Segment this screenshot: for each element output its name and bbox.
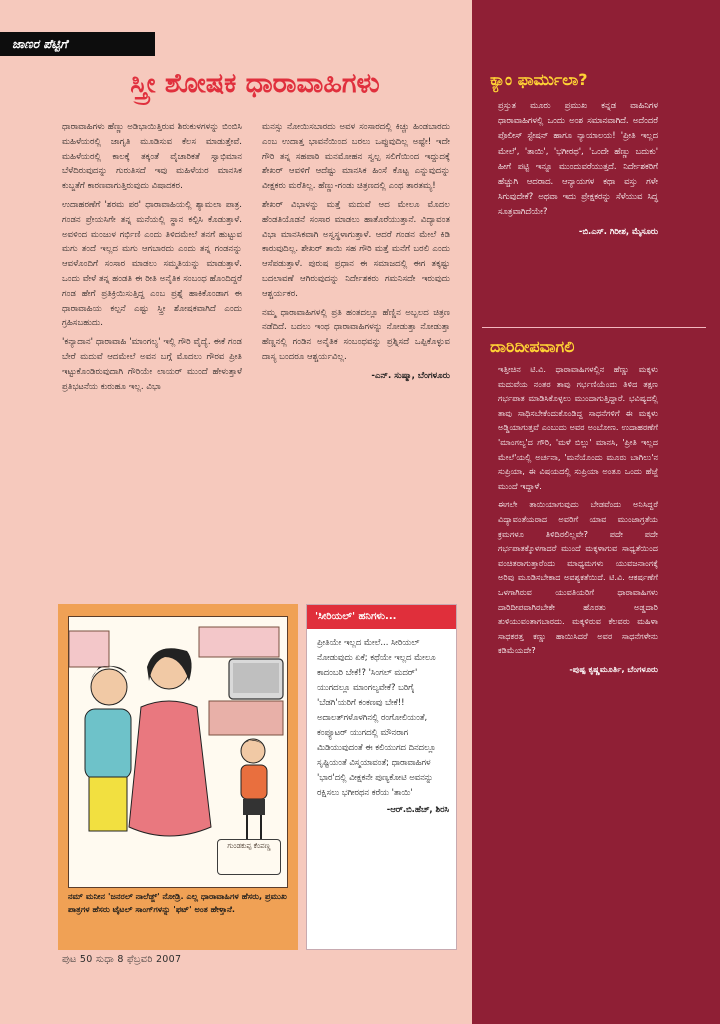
cartoon-caption: ನಮ್ ಮನೀನ 'ಜನರಲ್ ನಾಲೆಡ್ಜ್' ನೋಡ್ರಿ. ಎಲ್ಲ ಧಾರಾವಾಹಿಗಳ ಹೆಸರು, ಪ್ರಮುಖ ಪಾತ್ರಗಳ ಹೆಸರು ಟೈಟಲ್ ಸಾಂಗ್‌ಗಳನ್ನು 'ಫಟ್' ಅಂತ ಹೇಳ್ತಾನೆ. — [68, 891, 287, 914]
serial-box-title: 'ಸೀರಿಯಲ್' ಹನಿಗಳು... — [307, 605, 456, 629]
sidebar1-signature: -ಬಿ.ಎಸ್. ಗಿರೀಶ, ಮೈಸೂರು — [578, 225, 658, 236]
article-paragraph: ಮನಸ್ಸು ನೋಯಿಸಬಾರದು ಅವಳ ಸಂಸಾರದಲ್ಲಿ ಕಿಚ್ಚು ಹಿಂಡಬಾರದು ಎಂಬ ಉದಾತ್ತ ಭಾವನೆಯಿಂದ ಬರಲು ಒಪ್ಪುವುದಿಲ್ಲ ಅಷ್ಟೇ! ಇದೇ ಗೌರಿ ತನ್ನ ಸಹಪಾಠಿ ಮನಮೋಹನ ಸ್ವಲ್ಪ ಸಲಿಗೆಯಿಂದ ಇದ್ದುದಕ್ಕೆ ಶೇಖರ್ ಆವಳಿಗೆ ಆದೆಷ್ಟು ಮಾನಸಿಕ ಹಿಂಸೆ ಕೊಟ್ಟ ಎನ್ನುವುದನ್ನು ವೀಕ್ಷಕರು ಮರೆತಿಲ್ಲ. ಹೆಣ್ಣು-ಗಂಡು ಚಿತ್ರಣದಲ್ಲಿ ಎಂಥ ತಾರತಮ್ಯ! — [262, 122, 450, 192]
sidebar1-title: ಕ್ಯಾಂ ಫಾರ್ಮುಲಾ? — [490, 70, 588, 89]
serial-box-signature: -ಆರ್.ಬಿ.ಹೆಚ್, ಶಿರಸಿ — [386, 804, 449, 814]
article-paragraph: 'ಕನ್ಯಾದಾನ' ಧಾರಾವಾಹಿ 'ಮಾಂಗಲ್ಯ' ಇಲ್ಲಿ ಗೌರಿ ವೈದ್ಯೆ. ಈಕೆ ಗಂಡ ಬೇರೆ ಮದುವೆ ಆದಮೇಲೆ ಅವನ ಬಗ್ಗೆ ಮೊದಲು ಗೌರವ ಪ್ರೀತಿ ಇಟ್ಟುಕೊಂಡಿರುವುದಾಗಿ ಗೌರಿಯೇ ಲಾಯರ್ ಮುಂದೆ ಹೇಳುತ್ತಾಳೆ ಪ್ರತಿಭಟನೆಯ ಕುರುಹೂ ಇಲ್ಲ. ವಿಭಾ — [62, 337, 242, 392]
article-paragraph: ಧಾರಾವಾಹಿಗಳು ಹೆಣ್ಣು ಅಡಿಭಾಯಿತ್ತಿರುವ ಶಿರುಕುಳಗಳನ್ನು ಬಿಂಬಿಸಿ ಮಹಿಳೆಯರಲ್ಲಿ ಜಾಗೃತಿ ಮೂಡಿಸುವ ಕೆಲಸ ಮಾಡುತ್ತೇವೆ. ಮಹಿಳೆಯರಲ್ಲಿ ಕಾಲಕ್ಕೆ ತಕ್ಕಂತೆ ವೈಚಾರಿಕತೆ ಸ್ವಾಭಿಮಾನ ಬೆಳೆದಿರುವುದನ್ನು ಗುರುತಿಸದೆ ಇವು ಮಹಿಳೆಯರ ಮಾನಸಿಕ ಕುಬ್ಜತೆಗೆ ಕಾರಣವಾಗುತ್ತಿರುವುದು ವಿಷಾದಕರ. — [62, 122, 242, 192]
page-footer: ಪುಟ 50 ಸುಧಾ 8 ಫೆಬ್ರವರಿ 2007 — [62, 954, 182, 965]
article-title: ಸ್ತ್ರೀ ಶೋಷಕ ಧಾರಾವಾಹಿಗಳು — [130, 68, 380, 99]
cartoon-panel — [58, 604, 298, 950]
article-column-1 — [62, 120, 242, 398]
article-paragraph: ಶೇಖರ್ ವಿಭಾಳನ್ನು ಮತ್ತೆ ಮದುವೆ ಆದ ಮೇಲೂ ಮೊದಲ ಹೆಂಡತಿಯೊಡನೆ ಸಂಸಾರ ಮಾಡಲು ಹಾತೊರೆಯುತ್ತಾನೆ. ವಿದ್ಯಾವಂತ ವಿಭಾ ಮಾನಸಿಕವಾಗಿ ಅಸ್ವಸ್ಥಳಾಗುತ್ತಾಳೆ. ಆದರೆ ಗಂಡನ ಮೇಲೆ ಕಿಡಿ ಕಾರುವುದಿಲ್ಲ. ಶೇಖರ್ ತಾಯಿ ಸಹ ಗೌರಿ ಮತ್ತೆ ಮನೆಗೆ ಬರಲಿ ಎಂದು ಆಸೆಪಡುತ್ತಾಳೆ. ಪುರುಷ ಪ್ರಧಾನ ಈ ಸಮಾಜದಲ್ಲಿ ಈಗ ತಕ್ಕಷ್ಟು ಬದಲಾವಣೆ ಆಗಿರುವುದನ್ನು ನಿರ್ದೇಶಕರು ಗಮನಿಸದೇ ಇರುವುದು ಆಶ್ಚರ್ಯಕರ. — [262, 199, 450, 299]
sidebar-divider — [482, 327, 706, 328]
sidebar2-body — [498, 362, 658, 680]
sidebar2-paragraph: ಈಗಲೇ ತಾಯಿಯಾಗುವುದು ಬೇಡವೆಂದು ಅನಿಸಿದ್ದರೆ ವಿದ್ಯಾವಂತೆಯರಾದ ಅವರಿಗೆ ಯಾವ ಮುಂಜಾಗ್ರತೆಯ ಕ್ರಮಗಳೂ ತಿಳಿದಿರಲಿಲ್ಲವೇ? ಪದೇ ಪದೇ ಗರ್ಭಪಾತಕ್ಕೊಳಗಾದರೆ ಮುಂದೆ ಮಕ್ಕಳಾಗುವ ಸಾಧ್ಯತೆಯಿಂದ ವಂಚಿತರಾಗುತ್ತಾರೆಂದು ಮಾಧ್ಯಮಗಳು ಯುವಜನಾಂಗಕ್ಕೆ ಅರಿವು ಮೂಡಿಸಬೇಕಾದ ಅವಶ್ಯಕತೆಯಿದೆ. ಟಿ.ವಿ. ಆಕರ್ಷಣೆಗೆ ಒಳಗಾಗಿರುವ ಯುವತಿಯರಿಗೆ ಧಾರಾವಾಹಿಗಳು ದಾರಿದೀಪವಾಗಿರಬೇಕೇ ಹೊರತು ಅಡ್ಡದಾರಿ ತುಳಿಯುವಂತಾಗಬಾರದು. ಮಕ್ಕಳಿರುವ ಕೆಲವರು ಮಹಿಳಾ ಸಾಧಕರತ್ತ ಕಣ್ಣು ಹಾಯಿಸಿದರೆ ಅವರ ಸಾಧನೆಗಳೇನು ಕಡಿಮೆಯದೇ? — [498, 499, 658, 656]
serial-poem-box — [306, 604, 457, 950]
article-paragraph: ನಮ್ಮ ಧಾರಾವಾಹಿಗಳಲ್ಲಿ ಪ್ರತಿ ಹಂತದಲ್ಲೂ ಹೆಣ್ಣಿನ ಅಬ್ಬಲದ ಚಿತ್ರಣ ನಡೆದಿದೆ. ಬದಲು ಇಂಥ ಧಾರಾವಾಹಿಗಳನ್ನು ನೋಡುತ್ತಾ ನೋಡುತ್ತಾ ಹೆಣ್ಣನಲ್ಲಿ ಗಂಡಿನ ಅನೈತಿಕ ಸಂಬಂಧವನ್ನು ಪ್ರಶ್ನಿಸದೆ ಒಪ್ಪಿಕೊಳ್ಳುವ ದಾಸ್ಯ ಬಂದರೂ ಆಶ್ಚರ್ಯವಿಲ್ಲ. — [262, 307, 450, 362]
sidebar1-body — [498, 98, 658, 243]
serial-box-body — [317, 635, 449, 817]
article-signature: -ಎನ್. ಸುಷ್ಮಾ, ಬೆಂಗಳೂರು — [371, 370, 450, 381]
article-column-2 — [262, 120, 450, 388]
serial-box-text: ಪ್ರೀತಿಯೇ ಇಲ್ಲದ ಮೇಲೆ... ಸೀರಿಯಲ್ ನೋಡುವುದು ಏಕೆ; ಕಥೆಯೇ ಇಲ್ಲದ ಮೇಲೂ ಕಾದಂಬರಿ ಬೇಕೆ!? 'ಸಿಂಗಲ್ ಮದರ್' ಯುಗದಲ್ಲೂ ಮಾಂಗಲ್ಯವೇಕೆ? ಬರಿಗೈ 'ಬೆಡಗಿ'ಯರಿಗೆ ಕಂಕಣವು ಬೇಕೆ!! ಅದಾಲತ್‌ಗಳೊಳಗಿನಲ್ಲಿ ರಂಗೋಲಿಯಂತೆ, ಕಂಪ್ಯೂಟರ್ ಯುಗದಲ್ಲಿ ಮೌನರಾಗ ಮಿಡಿಯುವುದಂತೆ ಈ ಕಲಿಯುಗದ ದಿನದಲ್ಲೂ ಸೃಷ್ಟಿಯಂತೆ ವಿಸ್ಮಯಾವಂತೆ; ಧಾರಾವಾಹಿಗಳ 'ಭಾರ'ದಲ್ಲಿ ವೀಕ್ಷಕನೇ ಪುಣ್ಯಕೋಟಿ ಅವನನ್ನು ರಕ್ಷಿಸಲು ಭಗೀರಥನ ಕರೆಯ 'ತಾಯಿ' — [317, 637, 436, 797]
cartoonist-logo: ಗುಂಡಕುಪ್ಪ ಕೆಂಪಣ್ಣ — [217, 839, 281, 875]
cartoon-illustration — [68, 616, 288, 888]
sidebar2-paragraph: ಇತ್ತೀಚಿನ ಟಿ.ವಿ. ಧಾರಾವಾಹಿಗಳಲ್ಲಿನ ಹೆಣ್ಣು ಮಕ್ಕಳು ಮದುವೆಯ ನಂತರ ತಾವು ಗರ್ಭಣಿಯೆಂದು ತಿಳಿದ ತಕ್ಷಣ ಗರ್ಭಪಾತ ಮಾಡಿಸಿಕೊಳ್ಳಲು ಮುಂದಾಗುತ್ತಿದ್ದಾರೆ. ಭವಿಷ್ಯದಲ್ಲಿ ತಾವು ಸಾಧಿಸಬೇಕೆಂದುಕೊಂಡಿದ್ದ ಸಾಧನೆಗಳಿಗೆ ಈ ಮಕ್ಕಳು ಅಡ್ಡಿಯಾಗುತ್ತವೆ ಎಂಬುದು ಅವರ ಅಂಬೋಣ. ಉದಾಹರಣೆಗೆ 'ಮಾಂಗಲ್ಯ'ದ ಗೌರಿ, 'ಮಳೆ ಬಿಲ್ಲು' ಮಾನಸಿ, 'ಪ್ರೀತಿ ಇಲ್ಲದ ಮೇಲೆ'ಯಲ್ಲಿ ಅರ್ಚನಾ, 'ಮನೆಯೊಂದು ಮೂರು ಬಾಗಿಲು'ನ ಸುಪ್ರಿಯಾ, ಈ ವಿಷಯದಲ್ಲಿ ಸುಪ್ರಿಯಾ ಅಂತೂ ಒಂದು ಹೆಜ್ಜೆ ಮುಂದೆ ಇದ್ದಾಳೆ. — [498, 364, 658, 491]
section-tag: ಜಾಣರ ಪೆಟ್ಟಿಗೆ — [0, 32, 155, 56]
sidebar1-text: ಪ್ರಸ್ತುತ ಮೂರು ಪ್ರಮುಖ ಕನ್ನಡ ವಾಹಿನಿಗಳ ಧಾರಾವಾಹಿಗಳಲ್ಲಿ ಒಂದು ಅಂಶ ಸಮಾನವಾಗಿದೆ. ಅದೆಂದರೆ ಪೊಲೀಸ್ ಸ್ಟೇಷನ್ ಹಾಗೂ ನ್ಯಾಯಾಲಯ! 'ಪ್ರೀತಿ ಇಲ್ಲದ ಮೇಲೆ', 'ತಾಯಿ', 'ಭಗೀರಥ', 'ಒಂದೇ ಹೆಣ್ಣು ಬದುಕು' ಹೀಗೆ ಪಟ್ಟಿ ಇನ್ನೂ ಮುಂದುವರೆಯುತ್ತದೆ. ನಿರ್ದೇಶಕರಿಗೆ ಹೆಚ್ಚುಗಿ ಆದರಾದ. ಆನ್ಯಾಯಗಳ ಕಥಾ ವಸ್ತು ಗಳೇ ಸಿಗುವುದೇಕೆ? ಅಥವಾ ಇದು ಪ್ರೇಕ್ಷಕರನ್ನು ಸೆಳೆಯುವ ಸಿದ್ಧ ಸೂತ್ರವಾಗಿದೆಯೇ? — [498, 100, 658, 217]
article-paragraph: ಉದಾಹರಣೆಗೆ 'ಶರಮ ಪರ' ಧಾರಾವಾಹಿಯಲ್ಲಿ ಶ್ಯಾಮಲಾ ಪಾತ್ರ. ಗಂಡನ ಪ್ರೇಯಸಿಗೇ ತನ್ನ ಮನೆಯಲ್ಲಿ ಸ್ಥಾನ ಕಲ್ಪಿಸಿ ಕೊಡುತ್ತಾಳೆ. ಅವಳಿಂದ ಮಂಜುಳ ಗರ್ಭಿಣಿ ಎಂದು ತಿಳಿದಮೇಲೆ ತನಗೆ ಹುಟ್ಟುವ ಮಗು ತಂದೆ ಇಲ್ಲದ ಮಗು ಆಗಬಾರದು ಎಂದು ತನ್ನ ಗಂಡನನ್ನು ಆವಳೊಂದಿಗೆ ಸಂಸಾರ ಮಾಡಲು ಸಮ್ಮತಿಯನ್ನು ಮಾಡುತ್ತಾಳೆ. ಒಂದು ವೇಳೆ ತನ್ನ ಹಂಡತಿ ಈ ರೀತಿ ಅನೈತಿಕ ಸಂಬಂಧ ಹೊಂದಿದ್ದರೆ ಗಂಡ ಹೇಗೆ ಪ್ರತಿಕ್ರಿಯಿಸುತ್ತಿದ್ದ ಎಂಬ ಪ್ರಶ್ನೆ ಹಾಕಿಕೊಂಡಾಗ ಈ ಧಾರಾವಾಹಿಯ ಕಲ್ಪನೆ ಎಷ್ಟು ಸ್ತ್ರೀ ಶೋಷಕವಾಗಿದೆ ಎಂದು ಗ್ರಹಿಸಬಹುದು. — [62, 199, 242, 329]
sidebar2-title: ದಾರಿದೀಪವಾಗಲಿ — [490, 337, 575, 356]
sidebar2-signature: -ಪುಷ್ಪ ಕೃಷ್ಣಮೂರ್ತಿ, ಬೆಂಗಳೂರು — [569, 663, 658, 674]
